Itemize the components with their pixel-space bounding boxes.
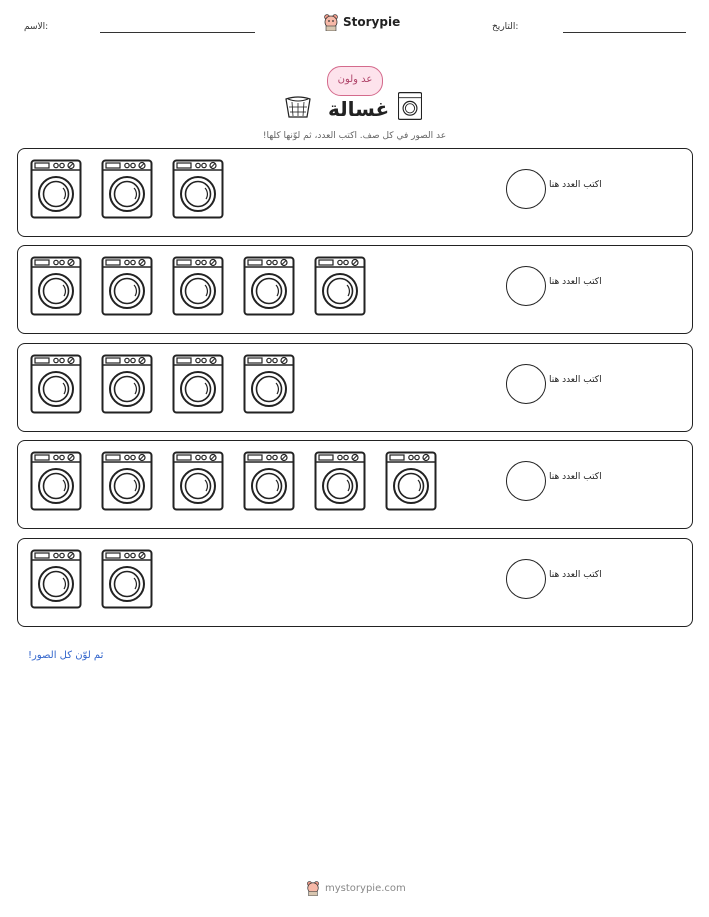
answer-circle[interactable]	[506, 364, 546, 404]
footer-brand	[306, 880, 406, 896]
washing-machine-icon[interactable]	[30, 549, 82, 609]
storypie-logo-icon	[306, 880, 320, 896]
answer-circle[interactable]	[506, 559, 546, 599]
washing-machine-icon[interactable]	[172, 256, 224, 316]
write-number-label: اكتب العدد هنا	[549, 375, 602, 385]
count-row	[17, 538, 693, 627]
answer-circle[interactable]	[506, 169, 546, 209]
washing-machine-icon[interactable]	[172, 159, 224, 219]
count-row	[17, 343, 693, 432]
site-url[interactable]: mystorypie.com	[325, 882, 406, 894]
washing-machine-icon[interactable]	[101, 354, 153, 414]
activity-badge: عد ولون	[327, 66, 383, 96]
washing-machine-icon[interactable]	[172, 354, 224, 414]
washing-machine-icon[interactable]	[243, 256, 295, 316]
answer-circle[interactable]	[506, 461, 546, 501]
washing-machine-icon[interactable]	[243, 354, 295, 414]
laundry-basket-icon	[284, 93, 312, 119]
storypie-logo-icon	[323, 13, 339, 31]
washing-machine-icon[interactable]	[101, 159, 153, 219]
washing-machine-icon[interactable]	[30, 451, 82, 511]
write-number-label: اكتب العدد هنا	[549, 472, 602, 482]
washing-machine-icon[interactable]	[314, 451, 366, 511]
washing-machine-icon[interactable]	[101, 451, 153, 511]
washing-machine-icon[interactable]	[30, 354, 82, 414]
write-number-label: اكتب العدد هنا	[549, 277, 602, 287]
count-row	[17, 245, 693, 334]
page-title: غسالة	[328, 97, 390, 121]
count-row	[17, 148, 693, 237]
answer-circle[interactable]	[506, 266, 546, 306]
coloring-note: ثم لوّن كل الصور!	[28, 650, 104, 661]
date-label: التاريخ:	[492, 22, 519, 32]
washing-machine-icon[interactable]	[314, 256, 366, 316]
count-row	[17, 440, 693, 529]
washing-machine-icon[interactable]	[30, 159, 82, 219]
brand-name: Storypie	[343, 15, 401, 29]
brand-logo	[323, 13, 400, 31]
write-number-label: اكتب العدد هنا	[549, 180, 602, 190]
name-line[interactable]	[100, 32, 255, 33]
washing-machine-icon[interactable]	[172, 451, 224, 511]
washing-machine-icon[interactable]	[30, 256, 82, 316]
instructions: عد الصور في كل صف. اكتب العدد، ثم لوّنها كلها!	[262, 131, 447, 141]
write-number-label: اكتب العدد هنا	[549, 570, 602, 580]
washing-machine-icon[interactable]	[385, 451, 437, 511]
washing-machine-icon[interactable]	[101, 549, 153, 609]
date-line[interactable]	[563, 32, 686, 33]
washing-machine-icon[interactable]	[243, 451, 295, 511]
washing-machine-icon[interactable]	[101, 256, 153, 316]
washing-machine-icon	[398, 92, 422, 120]
name-label: الاسم:	[24, 22, 49, 32]
